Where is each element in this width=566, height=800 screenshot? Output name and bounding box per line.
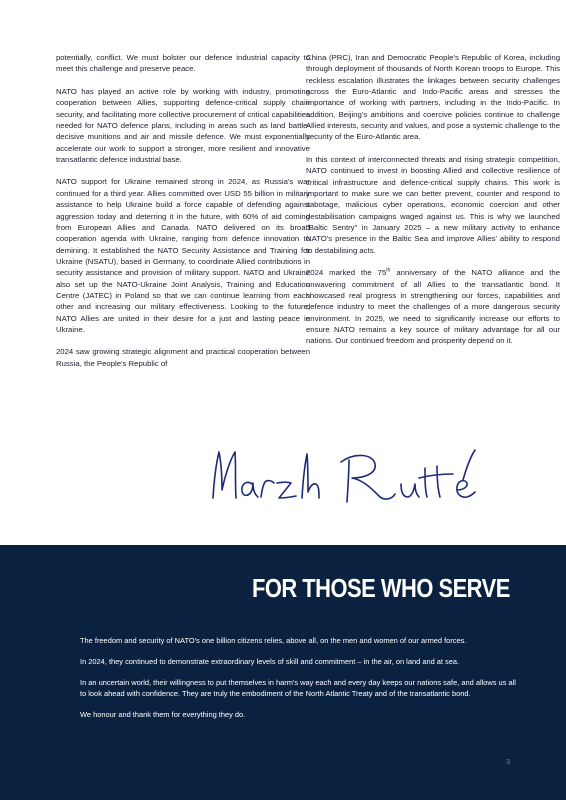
page-number: 3	[506, 759, 510, 766]
section-body	[80, 635, 520, 730]
band-paragraph: In 2024, they continued to demonstrate extraordinary levels of skill and commitment – in the air, on land and at sea.	[80, 657, 460, 666]
right-text-column	[306, 52, 560, 358]
for-those-who-serve-section	[0, 545, 566, 800]
body-paragraph: NATO has played an active role by working with industry, promoting cooperation between Allies, supporting defence-critical supply chain security, and facilitating more collective procurement of critical capabilities needed for NATO defence plans, including in areas such as land battle-decisive munitions and air and missile defence. We must exponentially accelerate our work to support a stronger, more resilient and innovative transatlantic defence industrial base.	[56, 86, 310, 164]
band-paragraph: The freedom and security of NATO's one billion citizens relies, above all, on the men and women of our armed forces.	[80, 636, 467, 645]
anniversary-text-end: anniversary of the NATO alliance and the unwavering commitment of all Allies to the transatlantic bond. It showcased real progress in strengthening our forces, capabilities and defence industry to meet the challenges of a more dangerous security environment. In 2025, we need to significantly increase our efforts to ensure NATO remains a key source of military advantage for all our nations. Our continued freedom and prosperity depend on it.	[306, 268, 561, 346]
body-paragraph: 2024 saw growing strategic alignment and practical cooperation between Russia, the People's Republic of	[56, 347, 310, 368]
ordinal-suffix: th	[386, 267, 391, 274]
section-heading: FOR THOSE WHO SERVE	[252, 575, 510, 603]
anniversary-text-start: 2024 marked the 75	[306, 268, 387, 278]
body-paragraph: China (PRC), Iran and Democratic People's Republic of Korea, including through deployment of thousands of North Korean troops to Europe. This reckless escalation illustrates the linkages between security challenges across the Euro-Atlantic and Indo-Pacific areas and stresses the importance of working with partners, including in the Indo-Pacific. In addition, Beijing's ambitions and coercive policies continue to challenge Allied interests, security and values, and pose a systemic challenge to the security of the Euro-Atlantic area.	[306, 53, 560, 142]
left-text-column	[56, 52, 310, 380]
signature-image	[205, 440, 495, 515]
body-paragraph: NATO support for Ukraine remained strong in 2024, as Russia's war continued for a third year. Allies committed over USD 55 billion in military assistance to help Ukraine build a force capable of defending against aggression today and deterring it in the future, with 60% of aid coming from European Allies and Canada. NATO delivered on its broad cooperation agenda with Ukraine, ranging from defence innovation to demining. It established the NATO Security Assistance and Training for Ukraine (NSATU), based in Germany, to coordinate Allied contributions in security assistance and provision of military support. NATO and Ukraine also set up the NATO-Ukraine Joint Analysis, Training and Education Centre (JATEC) in Poland so that we can continue learning from each other and increasing our military effectiveness. Looking to the future, NATO Allies are united in their desire for a just and lasting peace in Ukraine.	[56, 177, 310, 334]
body-paragraph: potentially, conflict. We must bolster our defence industrial capacity to meet this challenge and preserve peace.	[56, 53, 310, 74]
handwritten-signature	[205, 440, 495, 515]
band-paragraph: We honour and thank them for everything they do.	[80, 710, 246, 720]
band-paragraph: In an uncertain world, their willingness to put themselves in harm's way each and every day keeps our nations safe, and allows us all to look ahead with confidence. They are truly the embodiment of the North Atlantic Treaty and of the transatlantic bond.	[80, 678, 516, 699]
body-paragraph-anniversary	[306, 267, 560, 346]
body-paragraph: In this context of interconnected threats and rising strategic competition, NATO continued to invest in boosting Allied and collective resilience of critical infrastructure and defence-critical supply chains. This work is important to make sure we can better prevent, counter and respond to sabotage, malicious cyber operations, economic coercion and other destabilisation campaigns waged against us. This is why we launched "Baltic Sentry" in January 2025 – a new military activity to enhance NATO's presence in the Baltic Sea and improve Allies' ability to respond to destabilising acts.	[306, 154, 560, 255]
